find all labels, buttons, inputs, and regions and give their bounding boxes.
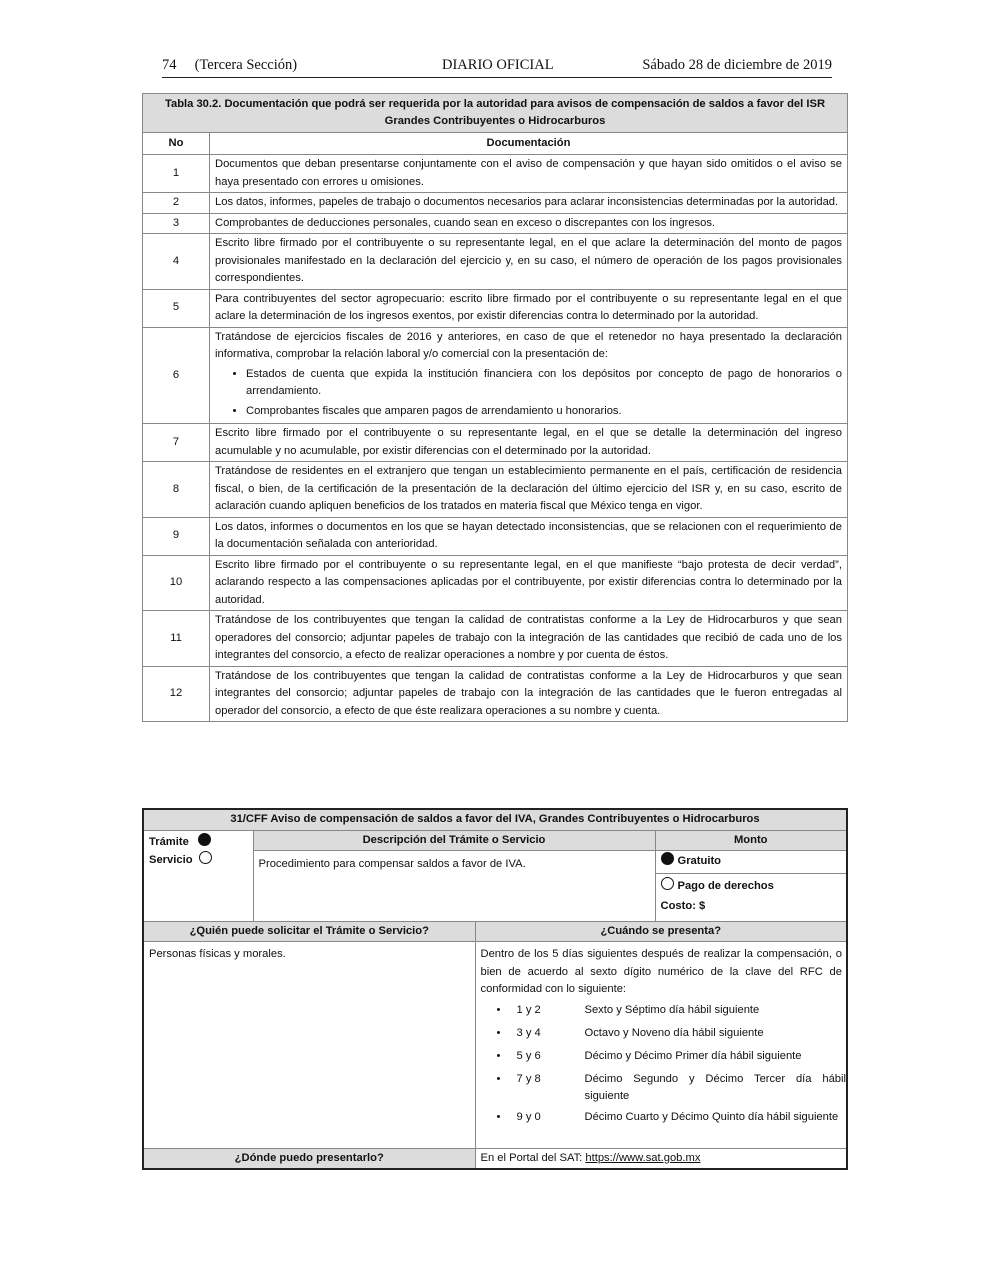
- row-number: 9: [143, 517, 210, 555]
- documentation-text: Tratándose de los contribuyentes que tengan la calidad de contratistas conforme a la Ley de Hidrocarburos y que sean integrantes del consorcio; adjuntar papeles de trabajo con la integración de las cantidades que le fueron entregadas al operador del consorcio, a efecto de que éste realizara operaciones a su nombre y cuenta.: [215, 669, 842, 717]
- documentation-text: Documentos que deban presentarse conjuntamente con el aviso de compensación y que hayan sido omitidos o el aviso se haya presentado con errores u omisiones.: [215, 158, 842, 188]
- schedule-row: [481, 1025, 847, 1048]
- row-documentation: [210, 234, 848, 290]
- row-number: 6: [143, 327, 210, 424]
- bullet-item: • Comprobantes fiscales que amparen pagos de arrendamiento u honorarios.: [246, 403, 842, 421]
- description-header: Descripción del Trámite o Servicio: [253, 830, 655, 851]
- table-row: [143, 234, 848, 290]
- documentation-text: Escrito libre firmado por el contribuyente o su representante legal, en el que manifieste “bajo protesta de decir verdad”, aclarando respecto a las compensaciones aplicadas por el contribuyente, por existir diferencias contra lo determinado por la autoridad.: [215, 558, 842, 606]
- table-row: [143, 155, 848, 193]
- description-text: Procedimiento para compensar saldos a favor de IVA.: [253, 851, 655, 922]
- page-number-section: 74 (Tercera Sección): [162, 57, 298, 73]
- sat-portal-link[interactable]: https://www.sat.gob.mx: [585, 1151, 701, 1164]
- schedule-row: [481, 1002, 847, 1025]
- row-number: 10: [143, 555, 210, 611]
- table-row: [143, 611, 848, 667]
- row-number: 8: [143, 462, 210, 518]
- table-row: [143, 666, 848, 722]
- row-documentation: [210, 666, 848, 722]
- row-documentation: [210, 462, 848, 518]
- publication-name: DIARIO OFICIAL: [442, 57, 554, 73]
- table-row: [143, 193, 848, 214]
- when-intro: Dentro de los 5 días siguientes después de realizar la compensación, o bien de acuerdo al sexto dígito numérico de la clave del RFC de conformidad con lo siguiente:: [480, 948, 842, 995]
- filled-radio-icon: [198, 833, 211, 846]
- bullet-icon: •: [496, 1003, 501, 1016]
- rfc-digits: 9 y 0: [516, 1110, 541, 1123]
- row-documentation: [210, 424, 848, 462]
- documentation-table: [142, 93, 848, 722]
- row-documentation: [210, 155, 848, 193]
- schedule-row: [481, 1048, 847, 1071]
- table-caption: Tabla 30.2. Documentación que podrá ser requerida por la autoridad para avisos de compensación de saldos a favor del ISR Grandes Contribuyentes o Hidrocarburos: [143, 94, 848, 133]
- row-documentation: [210, 555, 848, 611]
- gratuito-label: Gratuito: [677, 855, 722, 867]
- when-header: ¿Cuándo se presenta?: [475, 921, 847, 942]
- row-number: 1: [143, 155, 210, 193]
- row-number: 5: [143, 289, 210, 327]
- rfc-schedule: [481, 1002, 847, 1147]
- servicio-option[interactable]: [149, 851, 248, 870]
- filled-radio-icon: [661, 852, 674, 865]
- documentation-text: Tratándose de residentes en el extranjero que tengan un establecimiento permanente en el país, certificación de residencia fiscal, o bien, de la certificación de la presentación de la declaración del último ejercicio del ISR y, en su caso, escrito de aclaración cuando apliquen beneficios de los tratados en materia fiscal que México tenga en vigor.: [215, 465, 842, 512]
- bullet-icon: •: [496, 1049, 501, 1062]
- documentation-text: Los datos, informes o documentos en los que se hayan detectado inconsistencias, que se relacionen con el requerimiento de la documentación señalada con anterioridad.: [215, 520, 842, 550]
- pago-option: [655, 874, 847, 897]
- when-cell: [475, 942, 847, 1149]
- where-cell: [475, 1148, 847, 1169]
- row-number: 7: [143, 424, 210, 462]
- due-day: Décimo y Décimo Primer día hábil siguiente: [584, 1049, 802, 1062]
- form-title: 31/CFF Aviso de compensación de saldos a favor del IVA, Grandes Contribuyentes o Hidrocarburos: [143, 809, 847, 830]
- where-prefix: En el Portal del SAT:: [480, 1151, 586, 1164]
- tramite-label: Trámite: [149, 835, 189, 848]
- table-row: [143, 555, 848, 611]
- tramite-option[interactable]: [149, 833, 248, 852]
- gratuito-option: [655, 851, 847, 874]
- empty-radio-icon: [661, 877, 674, 890]
- documentation-bullets: [215, 366, 842, 421]
- bullet-icon: •: [496, 1026, 501, 1039]
- bullet-item: • Estados de cuenta que expida la institución financiera con los depósitos por concepto de pago de honorarios o arrendamiento.: [246, 366, 842, 401]
- documentation-text: Tratándose de ejercicios fiscales de 2016 y anteriores, en caso de que el retenedor no haya presentado la declaración informativa, comprobar la relación laboral y/o comercial con la presentación de:: [215, 330, 842, 360]
- where-header: ¿Dónde puedo presentarlo?: [143, 1148, 475, 1169]
- rfc-digits: 7 y 8: [516, 1072, 541, 1085]
- column-header-no: No: [143, 133, 210, 155]
- row-number: 11: [143, 611, 210, 667]
- page-header: [162, 57, 832, 78]
- documentation-text: Escrito libre firmado por el contribuyente o su representante legal, en el que se detalle la determinación del ingreso acumulable y no acumulable, por existir diferencias con el determinado por la autoridad.: [215, 427, 842, 457]
- documentation-text: Comprobantes de deducciones personales, cuando sean en exceso o discrepantes con los ingresos.: [215, 216, 716, 229]
- who-text: Personas físicas y morales.: [143, 942, 475, 1149]
- column-header-documentacion: Documentación: [210, 133, 848, 155]
- schedule-row: [481, 1109, 847, 1147]
- row-number: 2: [143, 193, 210, 214]
- type-selector: [143, 830, 253, 921]
- row-documentation: [210, 611, 848, 667]
- table-row: [143, 462, 848, 518]
- schedule-row: [481, 1071, 847, 1109]
- bullet-icon: •: [496, 1110, 501, 1123]
- bullet-icon: •: [496, 1072, 501, 1085]
- row-documentation: [210, 517, 848, 555]
- table-row: [143, 327, 848, 424]
- row-documentation: [210, 213, 848, 234]
- due-day: Sexto y Séptimo día hábil siguiente: [584, 1003, 760, 1016]
- row-documentation: [210, 289, 848, 327]
- monto-header: Monto: [655, 830, 847, 851]
- documentation-text: Para contribuyentes del sector agropecuario: escrito libre firmado por el contribuyente o su representante legal en el que aclare la determinación de los ingresos exentos, por existir diferencias contra lo determinado por la autoridad.: [215, 292, 842, 322]
- rfc-digits: 5 y 6: [516, 1049, 541, 1062]
- servicio-label: Servicio: [149, 854, 193, 866]
- row-number: 4: [143, 234, 210, 290]
- procedure-form: [142, 808, 848, 1170]
- who-header: ¿Quién puede solicitar el Trámite o Servicio?: [143, 921, 475, 942]
- table-row: [143, 517, 848, 555]
- pago-label: Pago de derechos: [677, 880, 774, 892]
- due-day: Octavo y Noveno día hábil siguiente: [584, 1026, 764, 1039]
- documentation-text: Escrito libre firmado por el contribuyente o su representante legal, en el que aclare la determinación del monto de pagos provisionales manifestado en la declaración del ejercicio y, en su caso, el número de operación de los pagos provisionales correspondientes.: [215, 237, 842, 284]
- table-row: [143, 289, 848, 327]
- row-number: 3: [143, 213, 210, 234]
- table-row: [143, 213, 848, 234]
- documentation-text: Los datos, informes, papeles de trabajo o documentos necesarios para aclarar inconsistencias determinadas por la autoridad.: [215, 196, 839, 208]
- costo-label: Costo: $: [655, 897, 847, 922]
- row-number: 12: [143, 666, 210, 722]
- table-row: [143, 424, 848, 462]
- row-documentation: [210, 327, 848, 424]
- row-documentation: [210, 193, 848, 214]
- due-day: Décimo Segundo y Décimo Tercer día hábil siguiente: [584, 1072, 846, 1102]
- documentation-text: Tratándose de los contribuyentes que tengan la calidad de contratistas conforme a la Ley de Hidrocarburos y que sean operadores del consorcio; adjuntar papeles de trabajo con la integración de las cantidades que recibió de cada uno de los integrantes del consorcio, a efecto de realizar operaciones a nombre y por cuenta de éstos.: [215, 614, 842, 661]
- rfc-digits: 3 y 4: [516, 1026, 541, 1039]
- publication-date: Sábado 28 de diciembre de 2019: [642, 57, 832, 73]
- rfc-digits: 1 y 2: [516, 1003, 541, 1016]
- empty-radio-icon: [199, 851, 212, 864]
- due-day: Décimo Cuarto y Décimo Quinto día hábil siguiente: [584, 1110, 839, 1123]
